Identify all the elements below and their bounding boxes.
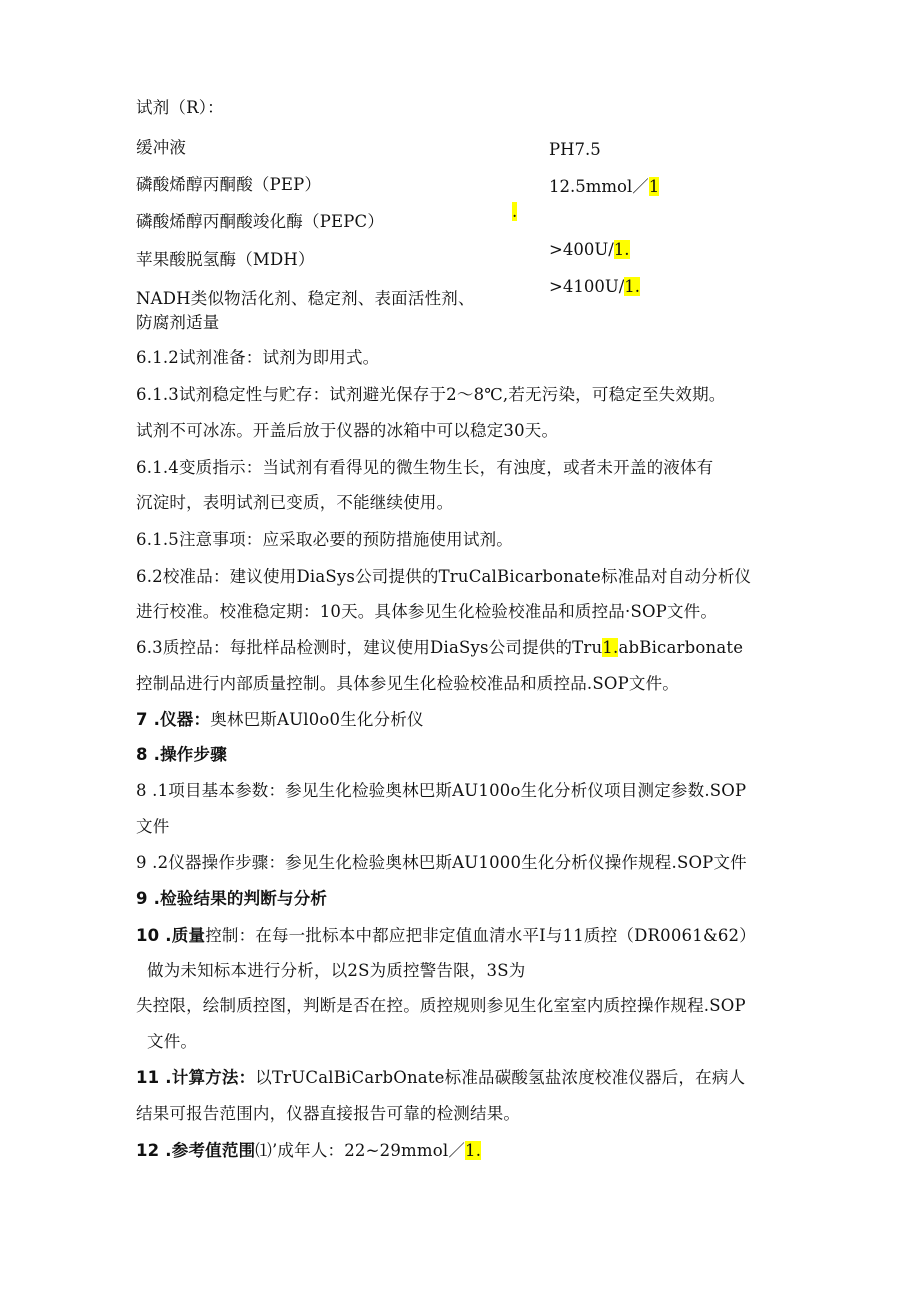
section-6-1-4-line2: 沉淀时，表明试剂已变质，不能继续使用。 bbox=[136, 493, 454, 512]
text: ⑴’成年人：22~29mmol／ bbox=[255, 1141, 466, 1160]
section-6-3-line1 bbox=[136, 638, 743, 658]
reagent-value-mdh bbox=[549, 240, 630, 260]
reagent-name-mdh: 苹果酸脱氢酶（MDH） bbox=[136, 250, 315, 269]
highlight-mark: 1. bbox=[602, 638, 619, 657]
highlight-mark: 1. bbox=[465, 1141, 482, 1160]
value-text: PH7.5 bbox=[549, 140, 601, 159]
section-9-2: 9 .2仪器操作步骤：参见生化检验奥林巴斯AU1000生化分析仪操作规程.SOP文件 bbox=[136, 853, 747, 872]
section-6-1-2: 6.1.2试剂准备：试剂为即用式。 bbox=[136, 348, 380, 367]
text: 奥林巴斯AUl0o0生化分析仪 bbox=[210, 710, 424, 729]
section-12 bbox=[136, 1141, 481, 1161]
highlight-mark: 1. bbox=[624, 277, 641, 296]
reagent-header: 试剂（R）： bbox=[136, 98, 224, 117]
section-6-1-3-line2: 试剂不可冰冻。开盖后放于仪器的冰箱中可以稳定30天。 bbox=[136, 421, 559, 440]
section-10-line1 bbox=[136, 926, 756, 946]
reagent-name-preservative: 防腐剂适量 bbox=[136, 313, 220, 332]
highlight-mark: 1. bbox=[613, 240, 630, 259]
highlight-mark: 1 bbox=[648, 177, 660, 196]
heading: 11 .计算方法： bbox=[136, 1068, 256, 1087]
section-10-line3: 失控限，绘制质控图，判断是否在控。质控规则参见生化室室内质控操作规程.SOP bbox=[136, 996, 746, 1015]
section-6-1-3-line1: 6.1.3试剂稳定性与贮存：试剂避光保存于2～8℃,若无污染，可稳定至失效期。 bbox=[136, 385, 726, 404]
section-8-1-line1: 8 .1项目基本参数：参见生化检验奥林巴斯AU100o生化分析仪项目测定参数.SOP bbox=[136, 781, 747, 800]
section-6-3-line2: 控制品进行内部质量控制。具体参见生化检验校准品和质控品.SOP文件。 bbox=[136, 674, 679, 693]
section-6-1-5: 6.1.5注意事项：应采取必要的预防措施使用试剂。 bbox=[136, 530, 513, 549]
reagent-name-pepc: 磷酸烯醇丙酮酸竣化酶（PEPC） bbox=[136, 212, 385, 231]
reagent-name-pep: 磷酸烯醇丙酮酸（PEP） bbox=[136, 175, 322, 194]
section-6-2-line1: 6.2校准品：建议使用DiaSys公司提供的TruCalBicarbonate标准品对自动分析仪 bbox=[136, 567, 752, 586]
section-10-line2: 做为未知标本进行分析，以2S为质控警告限，3S为 bbox=[147, 961, 526, 980]
section-7 bbox=[136, 710, 424, 730]
reagent-name-buffer: 缓冲液 bbox=[136, 138, 187, 157]
section-9-heading: 9 .检验结果的判断与分析 bbox=[136, 889, 328, 908]
section-11-line1 bbox=[136, 1068, 745, 1088]
reagent-value-pep bbox=[549, 177, 659, 197]
value-text: 12.5mmol／ bbox=[549, 177, 649, 196]
section-6-1-4-line1: 6.1.4变质指示：当试剂有看得见的微生物生长，有浊度，或者未开盖的液体有 bbox=[136, 458, 714, 477]
reagent-value-buffer bbox=[549, 140, 601, 160]
highlight-mark: . bbox=[512, 202, 518, 221]
reagent-value-pepc bbox=[512, 202, 517, 222]
reagent-value-nadh bbox=[549, 277, 640, 297]
section-10-line4: 文件。 bbox=[147, 1032, 198, 1051]
section-6-2-line2: 进行校准。校准稳定期：10天。具体参见生化检验校准品和质控品·SOP文件。 bbox=[136, 602, 718, 621]
section-8-heading: 8 .操作步骤 bbox=[136, 745, 227, 764]
heading: 12 .参考值范围 bbox=[136, 1141, 256, 1160]
reagent-name-nadh: NADH类似物活化剂、稳定剂、表面活性剂、 bbox=[136, 289, 475, 308]
text: abBicarbonate bbox=[618, 638, 744, 657]
text: 控制：在每一批标本中都应把非定值血清水平I与11质控（DR0061&62） bbox=[205, 926, 756, 945]
heading: 7 .仪器： bbox=[136, 710, 211, 729]
section-11-line2: 结果可报告范围内，仪器直接报告可靠的检测结果。 bbox=[136, 1104, 521, 1123]
value-text: >4100U/ bbox=[549, 277, 625, 296]
text: 以TrUCalBiCarbOnate标准品碳酸氢盐浓度校准仪器后，在病人 bbox=[255, 1068, 746, 1087]
section-8-1-line2: 文件 bbox=[136, 817, 170, 836]
text: 6.3质控品：每批样品检测时，建议使用DiaSys公司提供的Tru bbox=[136, 638, 603, 657]
value-text: >400U/ bbox=[549, 240, 614, 259]
heading: 10 .质量 bbox=[136, 926, 206, 945]
